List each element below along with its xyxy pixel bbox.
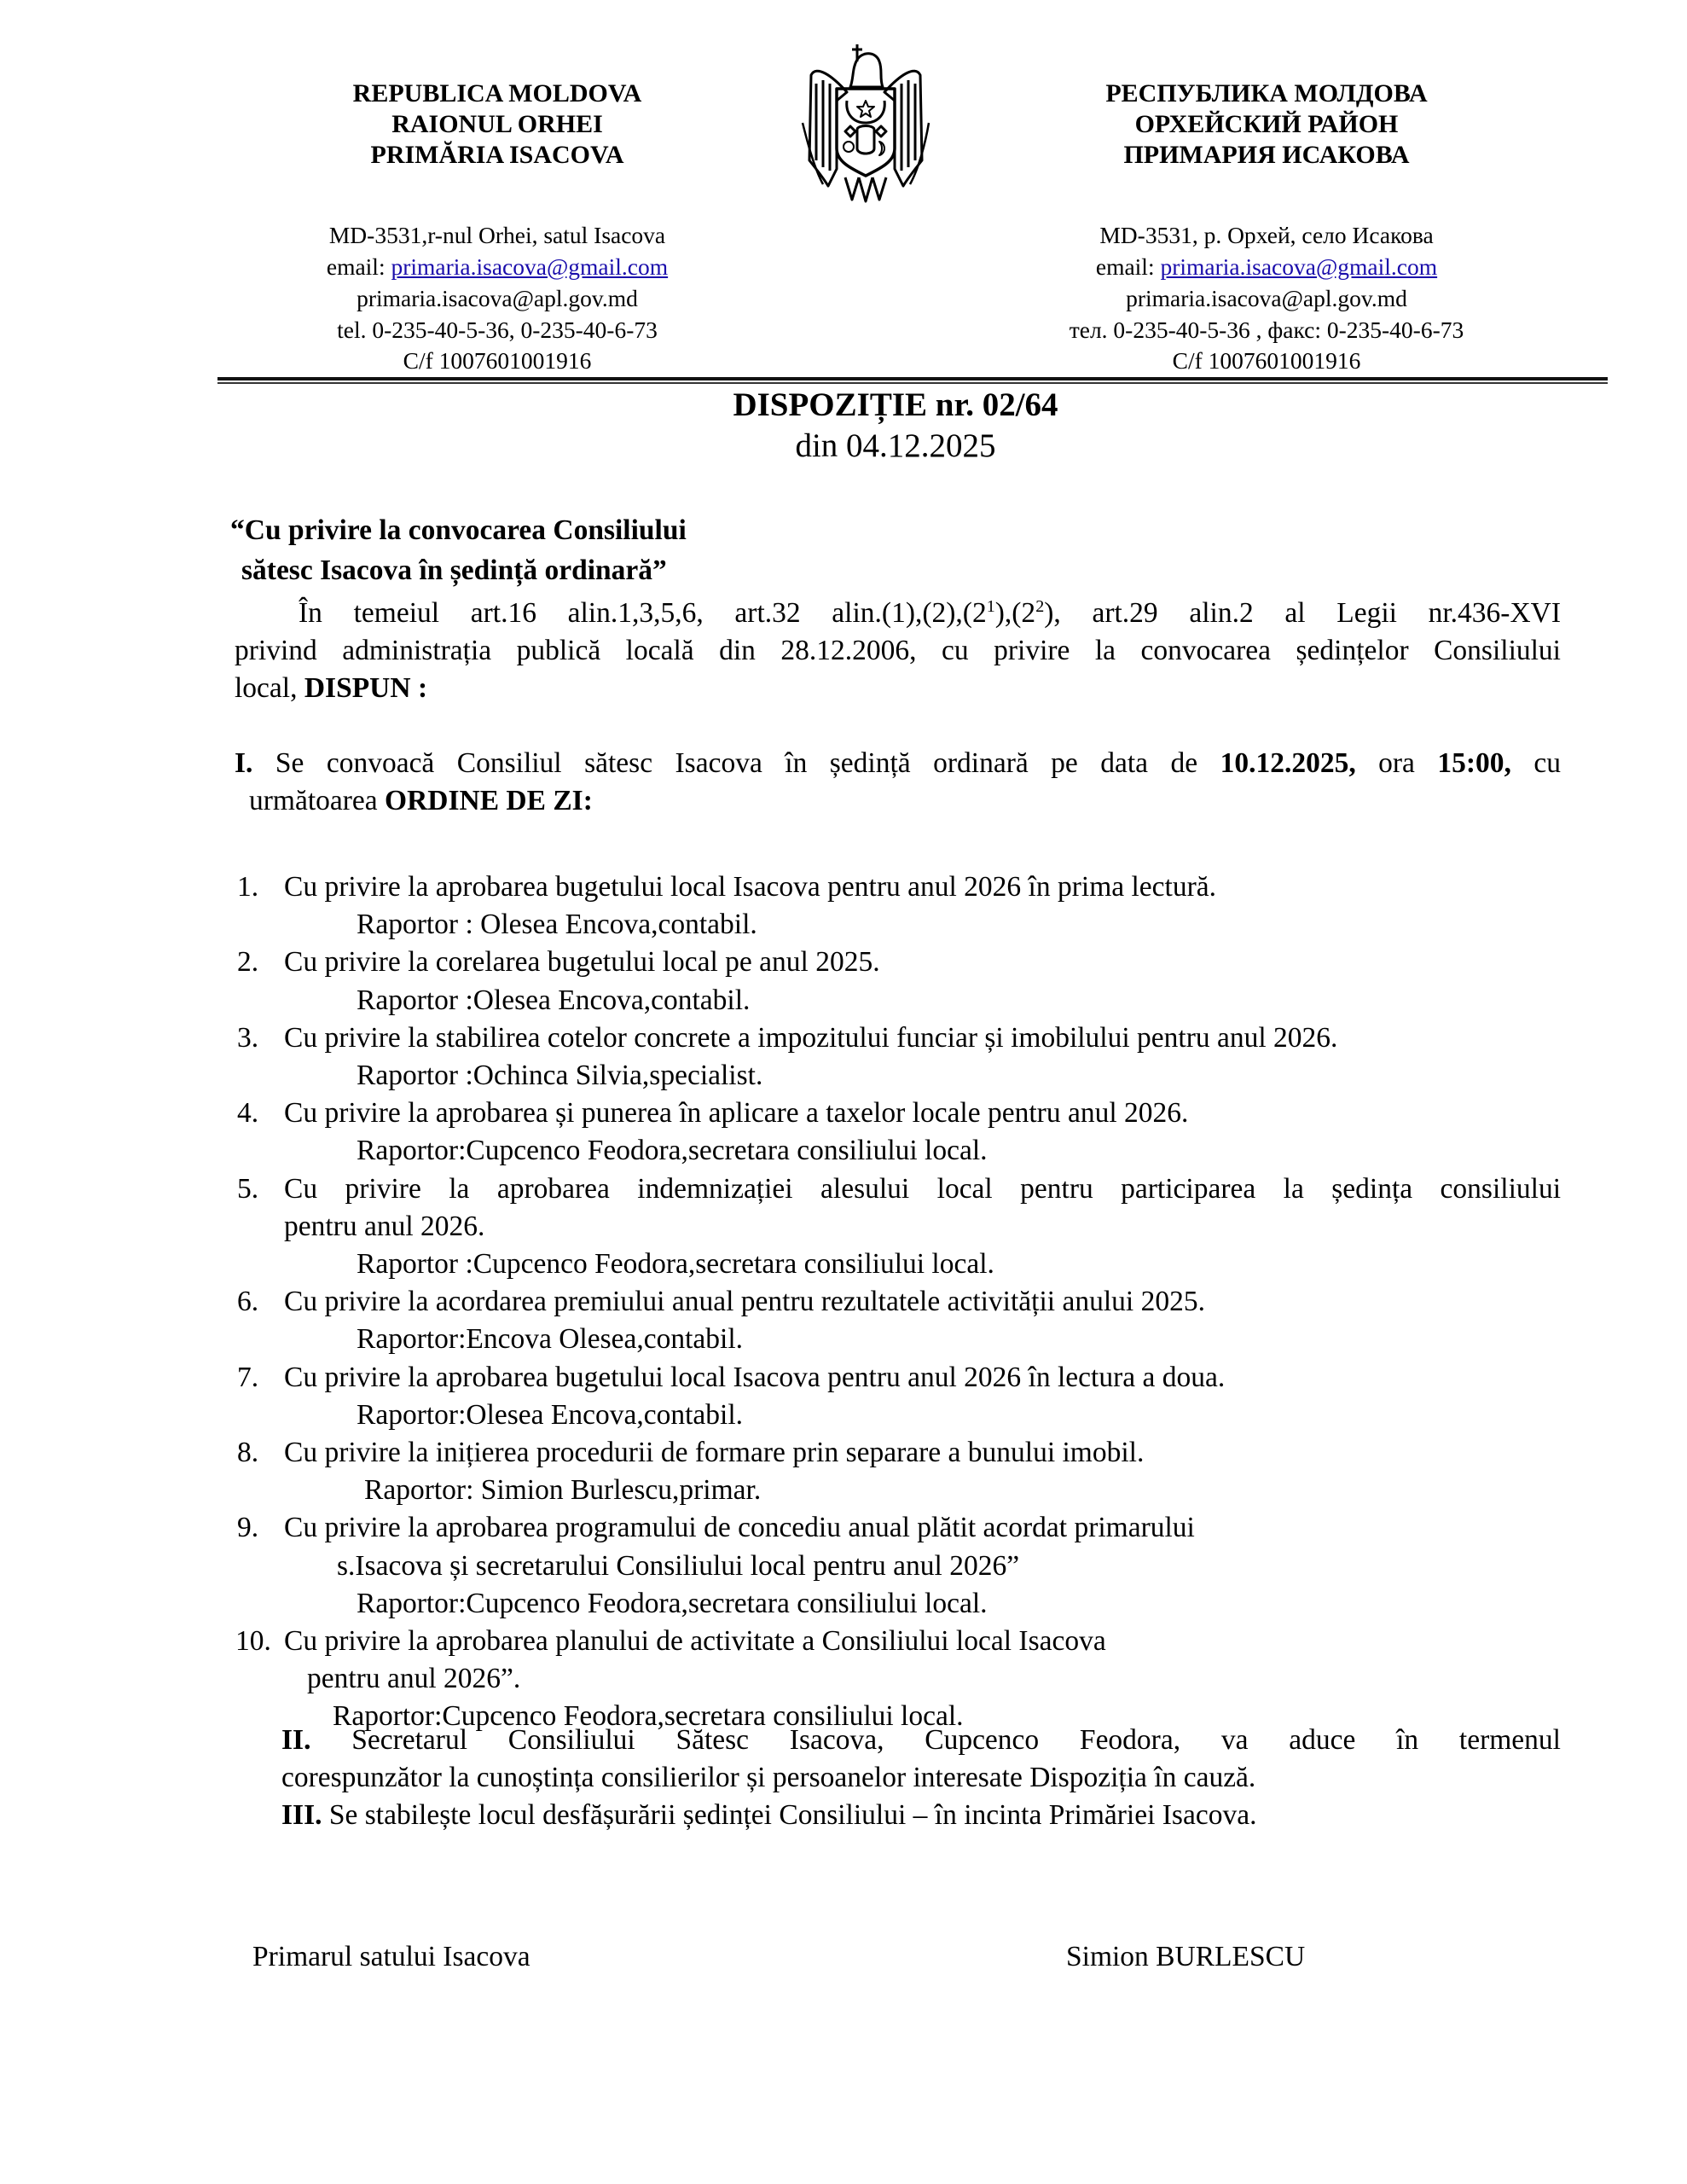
section-3-line xyxy=(281,1797,1256,1834)
header-right-email2: primaria.isacova@apl.gov.md xyxy=(1126,285,1407,311)
preamble-local-text: local, xyxy=(235,672,304,704)
agenda-item-number: 8. xyxy=(237,1437,259,1468)
section-2-number: II. xyxy=(281,1724,311,1756)
agenda-item-raportor: Raportor:Cupcenco Feodora,secretara consiliului local. xyxy=(333,1700,964,1733)
section-1-line-2 xyxy=(249,782,593,820)
header-left-address: MD-3531,r-nul Orhei, satul Isacova xyxy=(328,222,666,248)
preamble-line-1 xyxy=(299,595,1561,632)
section-1-text-c: cu xyxy=(1510,747,1561,779)
agenda-item-number: 3. xyxy=(237,1021,259,1054)
agenda-heading: ORDINE DE ZI: xyxy=(385,785,593,816)
header-right-fiscal-code: C/f 1007601001916 xyxy=(1172,347,1361,374)
header-separator-thick xyxy=(217,377,1608,380)
header-left-email-link[interactable]: primaria.isacova@gmail.com xyxy=(391,253,669,280)
section-1-number: I. xyxy=(235,747,253,779)
agenda-item-raportor: Raportor :Cupcenco Feodora,secretara consiliului local. xyxy=(357,1248,994,1280)
agenda-item-text: s.Isacova și secretarului Consiliului local pentru anul 2026” xyxy=(337,1549,1020,1582)
agenda-item-number: 5. xyxy=(237,1172,259,1205)
document-title: DISPOZIȚIE nr. 02/64 xyxy=(733,386,1058,423)
header-left-email-label: email: xyxy=(326,253,391,280)
header-left-line-country: REPUBLICA MOLDOVA xyxy=(352,79,642,107)
agenda-item-text: Cu privire la aprobarea și punerea în aplicare a taxelor locale pentru anul 2026. xyxy=(284,1097,1189,1130)
header-left-line-mayoralty: PRIMĂRIA ISACOVA xyxy=(370,141,624,169)
section-1-following-text: următoarea xyxy=(249,785,386,816)
header-left-fiscal-code: C/f 1007601001916 xyxy=(403,347,592,374)
agenda-item-number: 7. xyxy=(237,1361,259,1393)
header-right-email-row xyxy=(968,252,1565,283)
header-right-email-link[interactable]: primaria.isacova@gmail.com xyxy=(1160,253,1438,280)
agenda-item-raportor: Raportor :Ochinca Silvia,specialist. xyxy=(357,1060,763,1091)
agenda-item-number: 2. xyxy=(237,946,259,979)
signature-name: Simion BURLESCU xyxy=(1066,1941,1306,1972)
agenda-item-number: 10. xyxy=(235,1625,271,1657)
agenda-item-raportor: Raportor:Cupcenco Feodora,secretara consiliului local. xyxy=(357,1587,988,1619)
preamble-text-b: ),(2 xyxy=(994,597,1036,629)
section-3-number: III. xyxy=(281,1799,322,1831)
header-right-line-country: РЕСПУБЛИКА МОЛДОВА xyxy=(1105,79,1428,107)
header-left-email-row xyxy=(199,252,796,283)
section-1-text-b: ora xyxy=(1355,747,1438,779)
agenda-item-text: Cu privire la aprobarea bugetului local Isacova pentru anul 2026 în lectura a doua. xyxy=(284,1361,1226,1393)
meeting-date: 10.12.2025, xyxy=(1220,747,1356,779)
agenda-item-text: pentru anul 2026”. xyxy=(307,1663,521,1695)
section-2-line-2: corespunzător la cunoștința consilierilor și persoanelor interesate Dispoziția în cauză. xyxy=(281,1762,1256,1793)
agenda-item-text: Cu privire la inițierea procedurii de formare prin separare a bunului imobil. xyxy=(284,1437,1145,1468)
section-1-line-1 xyxy=(235,745,1561,782)
agenda-item-raportor: Raportor : Olesea Encova,contabil. xyxy=(357,909,757,941)
section-1-text-a: Se convoacă Consiliul sătesc Isacova în ședință ordinară pe data de xyxy=(252,747,1220,779)
agenda-item-number: 4. xyxy=(237,1097,259,1130)
preamble-text-a: În temeiul art.16 alin.1,3,5,6, art.32 alin.(1),(2),(2 xyxy=(299,597,987,629)
agenda-item-number: 9. xyxy=(237,1512,259,1544)
agenda-item-text: pentru anul 2026. xyxy=(284,1210,485,1242)
agenda-item-raportor: Raportor:Cupcenco Feodora,secretara consiliului local. xyxy=(357,1135,988,1167)
agenda-item-text: Cu privire la corelarea bugetului local pe anul 2025. xyxy=(284,946,880,979)
agenda-item-raportor: Raportor :Olesea Encova,contabil. xyxy=(357,984,751,1016)
preamble-line-2: privind administrația publică locală din 28.12.2006, cu privire la convocarea ședințelor Consiliului xyxy=(235,635,1561,666)
header-right-line-district: ОРХЕЙСКИЙ РАЙОН xyxy=(1134,110,1399,138)
agenda-item-text: Cu privire la aprobarea programului de concediu anual plătit acordat primarului xyxy=(284,1512,1195,1544)
agenda-item-text: Cu privire la aprobarea bugetului local Isacova pentru anul 2026 în prima lectură. xyxy=(284,871,1217,903)
superscript-2: 2 xyxy=(1035,596,1045,616)
agenda-item-number: 1. xyxy=(237,871,259,903)
agenda-item-number: 6. xyxy=(237,1286,259,1318)
dispun-keyword: DISPUN : xyxy=(304,672,428,704)
subject-line-1: “Cu privire la convocarea Consiliului xyxy=(230,514,687,546)
header-left-email2: primaria.isacova@apl.gov.md xyxy=(357,285,638,311)
preamble-line-3 xyxy=(235,670,427,707)
agenda-item-text: Cu privire la aprobarea planului de activitate a Consiliului local Isacova xyxy=(284,1625,1106,1657)
subject-line-2: sătesc Isacova în ședință ordinară” xyxy=(241,555,667,586)
section-2-line-1 xyxy=(281,1722,1561,1759)
agenda-item-raportor: Raportor: Simion Burlescu,primar. xyxy=(364,1474,762,1507)
section-2-text: Secretarul Consiliului Sătesc Isacova, Cupcenco Feodora, va aduce în termenul xyxy=(310,1724,1561,1756)
meeting-time: 15:00, xyxy=(1437,747,1511,779)
agenda-item-text: Cu privire la acordarea premiului anual pentru rezultatele activității anului 2025. xyxy=(284,1286,1205,1318)
document-date: din 04.12.2025 xyxy=(795,427,996,464)
agenda-item-raportor: Raportor:Encova Olesea,contabil. xyxy=(357,1323,744,1356)
header-separator-thin xyxy=(217,382,1608,384)
header-left-phone: tel. 0-235-40-5-36, 0-235-40-6-73 xyxy=(337,317,658,343)
header-right-phone: тел. 0-235-40-5-36 , факс: 0-235-40-6-73 xyxy=(1069,317,1464,343)
header-right-address: MD-3531, р. Орхей, село Исакова xyxy=(1099,222,1434,248)
section-3-text: Se stabilește locul desfășurării ședinței Consiliului – în incinta Primăriei Isacova. xyxy=(322,1799,1257,1831)
preamble-text-c: ), art.29 alin.2 al Legii nr.436-XVI xyxy=(1044,597,1561,629)
signature-role: Primarul satului Isacova xyxy=(252,1941,530,1972)
agenda-item-text: Cu privire la stabilirea cotelor concrete a impozitului funciar și imobilului pentru anul 2026. xyxy=(284,1021,1338,1054)
header-right-line-mayoralty: ПРИМАРИЯ ИСАКОВА xyxy=(1123,141,1410,169)
header-right-email-label: email: xyxy=(1095,253,1161,280)
superscript-1: 1 xyxy=(986,596,995,616)
moldova-coat-of-arms-icon xyxy=(797,41,934,203)
header-left-line-district: RAIONUL ORHEI xyxy=(391,110,603,138)
agenda-item-raportor: Raportor:Olesea Encova,contabil. xyxy=(357,1398,744,1431)
agenda-item-text: Cu privire la aprobarea indemnizației alesului local pentru participarea la ședința consiliului xyxy=(284,1172,1561,1205)
